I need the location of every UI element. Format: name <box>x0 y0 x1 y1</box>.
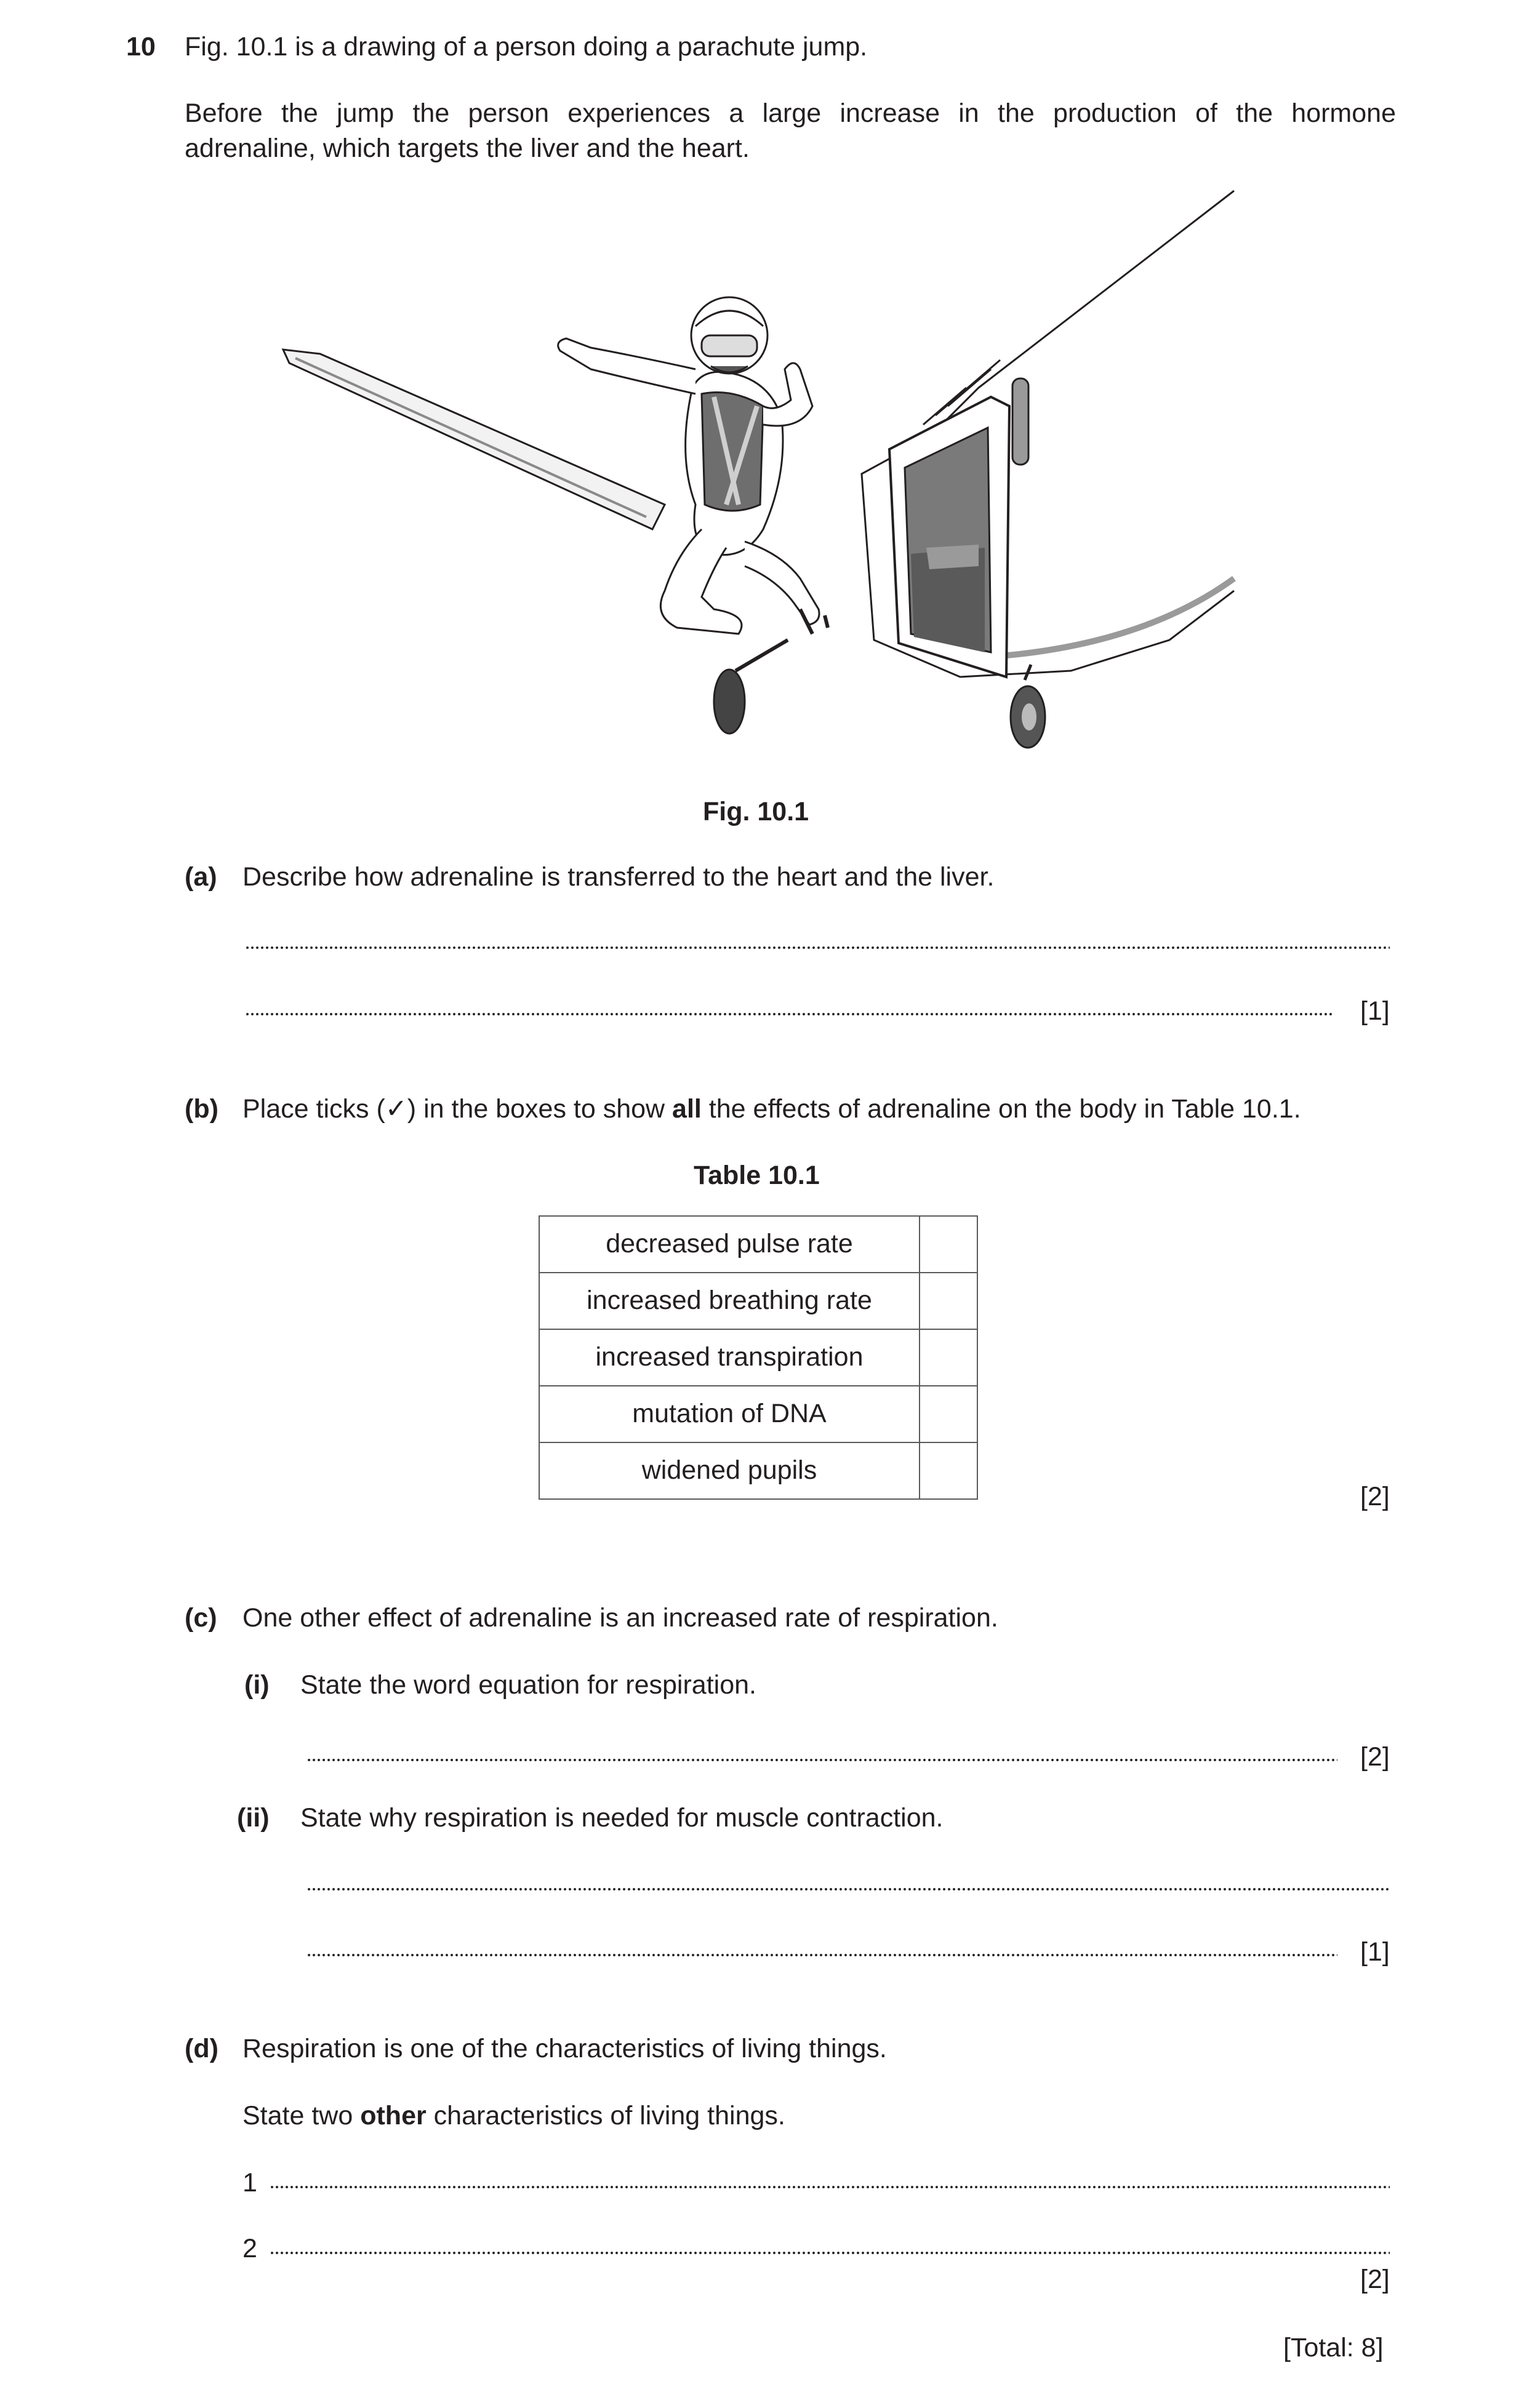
tick-box[interactable] <box>920 1216 977 1273</box>
part-c-i-question: State the word equation for respiration. <box>300 1670 756 1700</box>
effect-label: increased transpiration <box>539 1329 920 1386</box>
table-row <box>539 1329 977 1386</box>
part-a-marks: [1] <box>1360 996 1390 1026</box>
context-line-2: adrenaline, which targets the liver and the heart. <box>185 134 750 163</box>
answer-line-d-1[interactable] <box>270 2185 1390 2189</box>
tick-box[interactable] <box>920 1273 977 1329</box>
part-d-text: Respiration is one of the characteristics of living things. <box>242 2034 887 2063</box>
effects-table <box>539 1215 978 1500</box>
effect-label: increased breathing rate <box>539 1273 920 1329</box>
part-c-ii-label: (ii) <box>237 1803 270 1833</box>
part-d-marks: [2] <box>1360 2265 1390 2294</box>
tick-box[interactable] <box>920 1442 977 1499</box>
part-d-prompt: State two other characteristics of living things. <box>242 2101 785 2130</box>
answer-number-1: 1 <box>242 2168 257 2198</box>
part-c-i-marks: [2] <box>1360 1742 1390 1772</box>
part-c-ii-question: State why respiration is needed for muscle contraction. <box>300 1803 944 1833</box>
question-number: 10 <box>126 32 156 62</box>
part-c-text: One other effect of adrenaline is an increased rate of respiration. <box>242 1603 998 1633</box>
part-b-label: (b) <box>185 1094 218 1124</box>
part-a-question: Describe how adrenaline is transferred to the heart and the liver. <box>242 862 995 892</box>
answer-number-2: 2 <box>242 2234 257 2263</box>
part-a-label: (a) <box>185 862 217 892</box>
tick-box[interactable] <box>920 1329 977 1386</box>
table-row <box>539 1442 977 1499</box>
figure-caption: Fig. 10.1 <box>703 797 809 826</box>
answer-line-a-1[interactable] <box>245 946 1390 950</box>
table-row <box>539 1273 977 1329</box>
question-intro: Fig. 10.1 is a drawing of a person doing a parachute jump. <box>185 32 868 62</box>
table-row <box>539 1386 977 1442</box>
part-c-label: (c) <box>185 1603 217 1633</box>
effect-label: mutation of DNA <box>539 1386 920 1442</box>
table-row <box>539 1216 977 1273</box>
part-d-label: (d) <box>185 2034 218 2063</box>
answer-line-c-ii-2[interactable] <box>307 1953 1337 1957</box>
answer-line-a-2[interactable] <box>245 1012 1334 1016</box>
total-marks: [Total: 8] <box>1283 2333 1384 2362</box>
answer-line-d-2[interactable] <box>270 2251 1390 2255</box>
parachute-jump-figure <box>271 185 1243 763</box>
part-b-marks: [2] <box>1360 1482 1390 1511</box>
tick-box[interactable] <box>920 1386 977 1442</box>
part-c-i-label: (i) <box>244 1670 270 1700</box>
context-line-1: Before the jump the person experiences a large increase in the production of the hormone <box>185 98 1396 128</box>
effect-label: decreased pulse rate <box>539 1216 920 1273</box>
table-title: Table 10.1 <box>694 1161 820 1190</box>
answer-line-c-ii-1[interactable] <box>307 1887 1390 1891</box>
answer-line-c-i[interactable] <box>307 1758 1337 1762</box>
part-c-ii-marks: [1] <box>1360 1937 1390 1967</box>
effect-label: widened pupils <box>539 1442 920 1499</box>
part-b-question: Place ticks (✓) in the boxes to show all the effects of adrenaline on the body in Table 10.1. <box>242 1094 1301 1124</box>
